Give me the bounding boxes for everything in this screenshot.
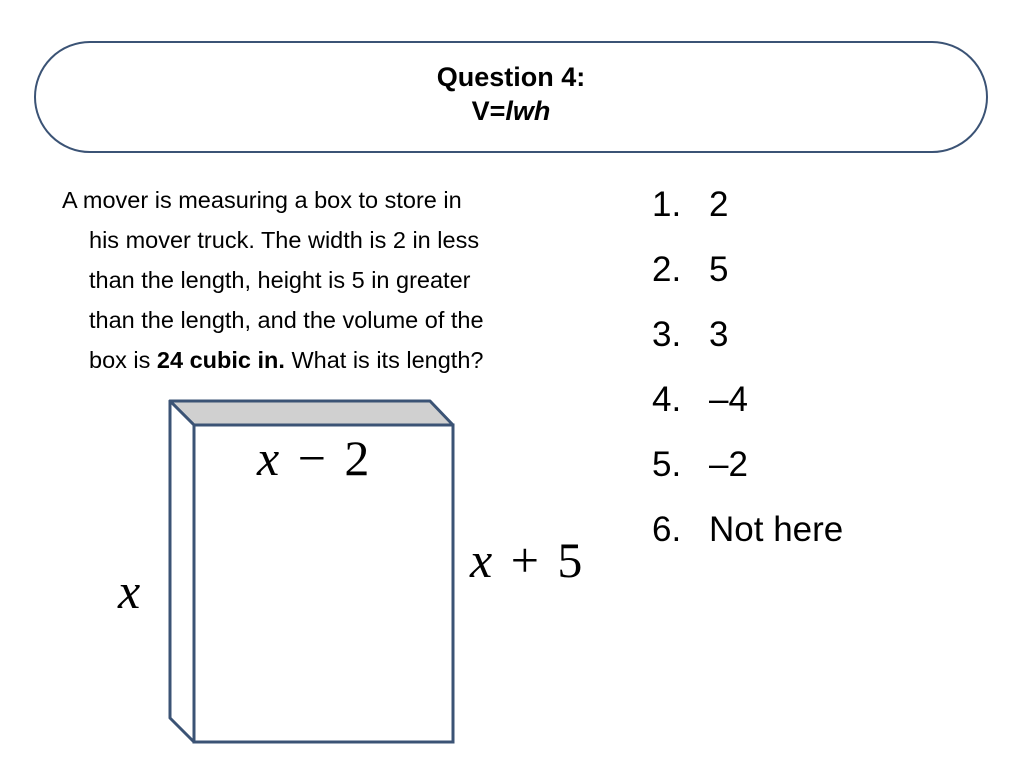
problem-line: than the length, height is 5 in greater <box>89 267 471 293</box>
choice-number: 5. <box>652 445 682 484</box>
choice-label: –2 <box>709 445 748 484</box>
choice-label: Not here <box>709 510 844 549</box>
box-side-face <box>170 401 194 742</box>
choice-label: 3 <box>709 315 729 354</box>
choice-number: 1. <box>652 185 682 224</box>
question-title: Question 4: <box>436 62 586 92</box>
problem-line: A mover is measuring a box to store in <box>62 187 462 213</box>
problem-text <box>62 180 642 380</box>
choice-label: 2 <box>709 185 729 224</box>
problem-line <box>62 340 642 380</box>
height-label <box>469 532 582 588</box>
choice-number: 4. <box>652 380 682 419</box>
formula-variables: lwh <box>505 96 551 126</box>
width-label-op: − <box>297 430 326 486</box>
box-top-face <box>170 401 453 425</box>
formula-prefix: V= <box>471 96 506 126</box>
height-label-var: x <box>470 532 493 588</box>
problem-question: What is its length? <box>284 347 484 373</box>
length-label: x <box>118 563 141 619</box>
volume-value: 24 cubic in. <box>156 347 285 373</box>
volume-formula <box>36 94 986 128</box>
answer-choice[interactable] <box>652 497 1012 562</box>
answer-choice[interactable] <box>652 172 1012 237</box>
choice-number: 2. <box>652 250 682 289</box>
width-label-num: 2 <box>344 430 370 486</box>
width-label-var: x <box>257 430 280 486</box>
answer-choice[interactable] <box>652 367 1012 432</box>
problem-line: his mover truck. The width is 2 in less <box>89 227 480 253</box>
width-label <box>256 430 369 486</box>
answer-choices <box>652 172 1012 562</box>
problem-text-segment: box is <box>89 347 157 373</box>
choice-number: 6. <box>652 510 682 549</box>
box-diagram <box>100 390 600 760</box>
choice-label: 5 <box>709 250 729 289</box>
problem-line: than the length, and the volume of the <box>89 307 484 333</box>
height-label-op: + <box>510 532 539 588</box>
answer-choice[interactable] <box>652 302 1012 367</box>
title-banner <box>34 41 988 153</box>
height-label-num: 5 <box>557 532 583 588</box>
choice-label: –4 <box>709 380 748 419</box>
answer-choice[interactable] <box>652 432 1012 497</box>
answer-choice[interactable] <box>652 237 1012 302</box>
choice-number: 3. <box>652 315 682 354</box>
